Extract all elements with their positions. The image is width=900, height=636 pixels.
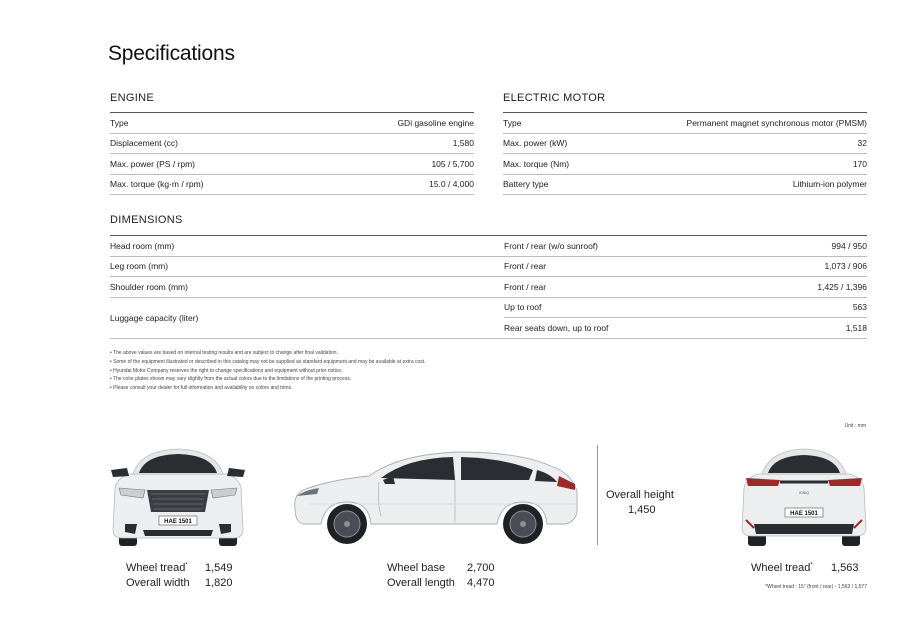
car-front-view — [107, 444, 249, 550]
engine-label: Max. torque (kg·m / rpm) — [110, 174, 310, 195]
rear-wheel-tread-mark: * — [810, 562, 813, 569]
rear-wheel-tread-value: 1,563 — [831, 562, 859, 574]
overall-width-label: Overall width — [126, 577, 190, 589]
table-row — [110, 297, 867, 318]
car-side-view — [289, 446, 579, 548]
dimension-sub: Front / rear (w/o sunroof) — [504, 236, 750, 257]
rear-badge-text: IONIQ — [799, 491, 809, 495]
table-row — [110, 154, 474, 175]
rear-wheel-tread — [751, 562, 859, 574]
note-item: • The color plates shown may vary slightly from the actual colors due to the limitations of the printing process. — [110, 376, 352, 383]
wheel-base — [387, 562, 495, 574]
overall-width-value: 1,820 — [205, 577, 233, 589]
note-item: • The above values are based on internal testing results and are subject to change after final validation. — [110, 350, 338, 356]
engine-value: 105 / 5,700 — [310, 154, 474, 175]
note-item: • Please consult your dealer for full information and availability on colors and trims. — [110, 385, 293, 392]
dimension-value: 1,518 — [750, 318, 867, 339]
overall-height-label: Overall height — [606, 489, 674, 501]
overall-width — [126, 577, 233, 589]
motor-label: Battery type — [503, 174, 601, 195]
dimensions-table — [110, 235, 867, 339]
table-row — [110, 256, 867, 277]
height-divider — [597, 445, 598, 545]
dimension-sub: Rear seats down, up to roof — [504, 318, 750, 339]
engine-label: Type — [110, 113, 310, 134]
motor-value: Permanent magnet synchronous motor (PMSM) — [601, 113, 867, 134]
front-wheel-tread-label: Wheel tread — [126, 562, 186, 574]
wheel-base-label: Wheel base — [387, 562, 446, 574]
luggage-label: Luggage capacity (liter) — [110, 297, 504, 338]
dimension-value: 563 — [750, 297, 867, 318]
note-item: • Some of the equipment illustrated or described in this catalog may not be supplied as standard equipment and may be available at extra cost. — [110, 358, 426, 365]
dimension-sub: Front / rear — [504, 277, 750, 298]
dimension-value: 1,073 / 906 — [750, 256, 867, 277]
dimension-sub: Up to roof — [504, 297, 750, 318]
wheel-base-value: 2,700 — [467, 562, 495, 574]
wheel-tread-footnote: *Wheel tread : 15" (front / rear) - 1,563 / 1,577 — [765, 584, 867, 590]
dimension-label: Leg room (mm) — [110, 256, 504, 277]
engine-value: GDi gasoline engine — [310, 113, 474, 134]
dimension-value: 1,425 / 1,396 — [750, 277, 867, 298]
motor-value: Lithium-ion polymer — [601, 174, 867, 195]
motor-table — [503, 112, 867, 195]
page-title: Specifications — [108, 42, 235, 65]
motor-section-title: ELECTRIC MOTOR — [503, 92, 606, 104]
front-wheel-tread-value: 1,549 — [205, 562, 233, 574]
front-wheel-tread — [126, 562, 233, 574]
rear-wheel-tread-label: Wheel tread — [751, 562, 811, 574]
overall-length-label: Overall length — [387, 577, 455, 589]
dimension-label: Shoulder room (mm) — [110, 277, 504, 298]
note-item: • Hyundai Motor Company reserves the right to change specifications and equipment without prior notice. — [110, 367, 343, 374]
rear-plate-text: HAE 1501 — [790, 511, 818, 517]
table-row — [503, 174, 867, 195]
table-row — [110, 113, 474, 134]
table-row — [110, 236, 867, 257]
dimension-value: 994 / 950 — [750, 236, 867, 257]
motor-label: Max. torque (Nm) — [503, 154, 601, 175]
car-rear-view — [740, 444, 868, 548]
dimension-label: Head room (mm) — [110, 236, 504, 257]
engine-label: Max. power (PS / rpm) — [110, 154, 310, 175]
engine-table — [110, 112, 474, 195]
unit-note: Unit : mm — [844, 423, 866, 429]
motor-value: 170 — [601, 154, 867, 175]
front-plate-text: HAE 1501 — [164, 519, 192, 525]
motor-label: Type — [503, 113, 601, 134]
table-row — [110, 133, 474, 154]
engine-section-title: ENGINE — [110, 92, 154, 104]
motor-value: 32 — [601, 133, 867, 154]
engine-label: Displacement (cc) — [110, 133, 310, 154]
table-row — [503, 113, 867, 134]
table-row — [503, 154, 867, 175]
dimension-sub: Front / rear — [504, 256, 750, 277]
overall-length-value: 4,470 — [467, 577, 495, 589]
dimensions-section-title: DIMENSIONS — [110, 214, 183, 226]
engine-value: 15.0 / 4,000 — [310, 174, 474, 195]
table-row — [110, 277, 867, 298]
front-wheel-tread-mark: * — [185, 562, 188, 569]
table-row — [110, 174, 474, 195]
engine-value: 1,580 — [310, 133, 474, 154]
overall-height-value: 1,450 — [628, 504, 656, 516]
motor-label: Max. power (kW) — [503, 133, 601, 154]
notes-list — [110, 349, 426, 393]
table-row — [503, 133, 867, 154]
overall-length — [387, 577, 495, 589]
